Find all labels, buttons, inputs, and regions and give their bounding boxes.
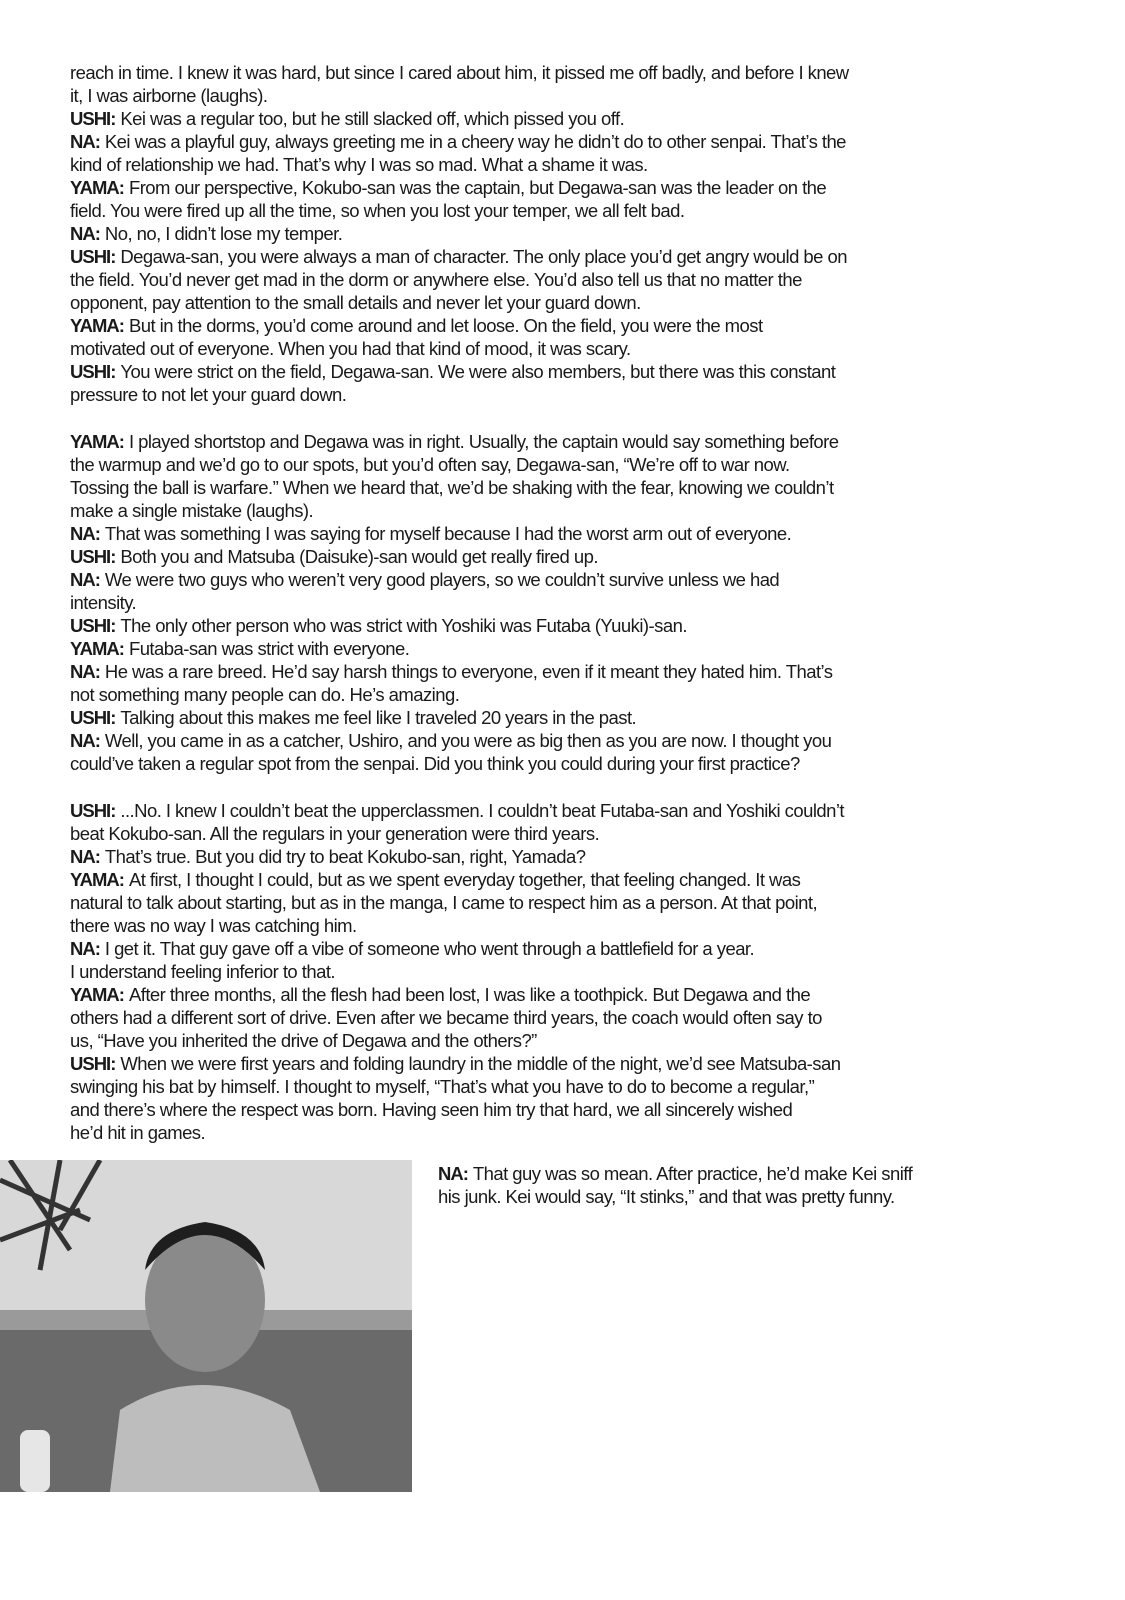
- text-line: [70, 706, 1050, 729]
- line-text: Well, you came in as a catcher, Ushiro, and you were as big then as you are now. I thought you: [104, 730, 832, 751]
- speaker-label: USHI:: [70, 108, 116, 129]
- line-text: make a single mistake (laughs).: [70, 500, 314, 521]
- text-line: [70, 84, 1050, 107]
- speaker-label: NA:: [70, 523, 100, 544]
- text-line: [70, 222, 1050, 245]
- line-text: But in the dorms, you’d come around and let loose. On the field, you were the most: [128, 315, 763, 336]
- line-text: I played shortstop and Degawa was in right. Usually, the captain would say something before: [128, 431, 839, 452]
- line-text: ...No. I knew I couldn’t beat the upperclassmen. I couldn’t beat Futaba-san and Yoshiki couldn’t: [120, 800, 845, 821]
- speaker-label: NA:: [70, 131, 100, 152]
- text-line: [70, 1075, 1050, 1098]
- speaker-label: USHI:: [70, 800, 116, 821]
- speaker-label: USHI:: [70, 1053, 116, 1074]
- text-line: [70, 383, 1050, 406]
- line-text: At first, I thought I could, but as we spent everyday together, that feeling changed. It was: [128, 869, 801, 890]
- text-line: [70, 891, 1050, 914]
- speaker-label: NA:: [70, 730, 100, 751]
- line-text: it, I was airborne (laughs).: [70, 85, 268, 106]
- text-line: [70, 937, 1050, 960]
- speaker-label: YAMA:: [70, 431, 124, 452]
- speaker-label: USHI:: [70, 615, 116, 636]
- text-line: [70, 591, 1050, 614]
- text-line: [70, 453, 1050, 476]
- text-line: [438, 1162, 1038, 1185]
- text-line: [70, 107, 1050, 130]
- line-text: From our perspective, Kokubo-san was the captain, but Degawa-san was the leader on the: [128, 177, 827, 198]
- text-line: [70, 545, 1050, 568]
- speaker-label: USHI:: [70, 361, 116, 382]
- line-text: his junk. Kei would say, “It stinks,” and that was pretty funny.: [438, 1186, 895, 1207]
- text-line: [438, 1185, 1038, 1208]
- text-line: [70, 499, 1050, 522]
- text-line: [70, 637, 1050, 660]
- interview-text: [70, 61, 1050, 1144]
- line-text: the warmup and we’d go to our spots, but you’d often say, Degawa-san, “We’re off to war now.: [70, 454, 790, 475]
- interview-photo: [0, 1160, 412, 1492]
- line-text: I get it. That guy gave off a vibe of someone who went through a battlefield for a year.: [104, 938, 755, 959]
- line-text: The only other person who was strict with Yoshiki was Futaba (Yuuki)-san.: [120, 615, 687, 636]
- text-line: [70, 568, 1050, 591]
- text-line: [70, 1121, 1050, 1144]
- speaker-label: NA:: [70, 223, 100, 244]
- text-line: [70, 291, 1050, 314]
- text-line: [70, 1006, 1050, 1029]
- speaker-label: NA:: [70, 846, 100, 867]
- line-text: natural to talk about starting, but as in the manga, I came to respect him as a person. At that point,: [70, 892, 818, 913]
- line-text: opponent, pay attention to the small details and never let your guard down.: [70, 292, 641, 313]
- text-line: [70, 983, 1050, 1006]
- text-line: [70, 868, 1050, 891]
- line-text: Kei was a playful guy, always greeting me in a cheery way he didn’t do to other senpai. That’s the: [104, 131, 846, 152]
- paragraph-gap: [70, 775, 1050, 799]
- text-line: [70, 845, 1050, 868]
- line-text: Kei was a regular too, but he still slacked off, which pissed you off.: [120, 108, 625, 129]
- speaker-label: YAMA:: [70, 177, 124, 198]
- line-text: motivated out of everyone. When you had that kind of mood, it was scary.: [70, 338, 631, 359]
- line-text: not something many people can do. He’s amazing.: [70, 684, 460, 705]
- paragraph-gap: [70, 406, 1050, 430]
- text-line: [70, 476, 1050, 499]
- line-text: reach in time. I knew it was hard, but since I cared about him, it pissed me off badly, and before I knew: [70, 62, 849, 83]
- line-text: After three months, all the flesh had been lost, I was like a toothpick. But Degawa and the: [128, 984, 811, 1005]
- text-line: [70, 522, 1050, 545]
- text-line: [70, 660, 1050, 683]
- line-text: and there’s where the respect was born. Having seen him try that hard, we all sincerely wished: [70, 1099, 793, 1120]
- line-text: kind of relationship we had. That’s why I was so mad. What a shame it was.: [70, 154, 648, 175]
- line-text: Futaba-san was strict with everyone.: [128, 638, 410, 659]
- text-line: [70, 1098, 1050, 1121]
- text-line: [70, 153, 1050, 176]
- line-text: pressure to not let your guard down.: [70, 384, 347, 405]
- line-text: the field. You’d never get mad in the dorm or anywhere else. You’d also tell us that no matter the: [70, 269, 802, 290]
- speaker-label: NA:: [438, 1163, 468, 1184]
- line-text: You were strict on the field, Degawa-san. We were also members, but there was this constant: [120, 361, 836, 382]
- text-line: [70, 130, 1050, 153]
- speaker-label: YAMA:: [70, 315, 124, 336]
- speaker-label: YAMA:: [70, 984, 124, 1005]
- text-line: [70, 614, 1050, 637]
- text-line: [70, 799, 1050, 822]
- text-line: [70, 960, 1050, 983]
- text-line: [70, 245, 1050, 268]
- speaker-label: USHI:: [70, 707, 116, 728]
- text-line: [70, 176, 1050, 199]
- speaker-label: NA:: [70, 569, 100, 590]
- speaker-label: YAMA:: [70, 869, 124, 890]
- line-text: us, “Have you inherited the drive of Degawa and the others?”: [70, 1030, 537, 1051]
- portrait-image: [0, 1160, 412, 1492]
- text-line: [70, 61, 1050, 84]
- text-line: [70, 914, 1050, 937]
- line-text: That’s true. But you did try to beat Kokubo-san, right, Yamada?: [104, 846, 586, 867]
- line-text: That was something I was saying for myself because I had the worst arm out of everyone.: [104, 523, 792, 544]
- text-line: [70, 360, 1050, 383]
- side-text: [438, 1162, 1038, 1208]
- line-text: Talking about this makes me feel like I traveled 20 years in the past.: [120, 707, 637, 728]
- text-line: [70, 430, 1050, 453]
- speaker-label: USHI:: [70, 546, 116, 567]
- text-line: [70, 1029, 1050, 1052]
- text-line: [70, 683, 1050, 706]
- speaker-label: NA:: [70, 938, 100, 959]
- text-line: [70, 752, 1050, 775]
- line-text: No, no, I didn’t lose my temper.: [104, 223, 343, 244]
- text-line: [70, 1052, 1050, 1075]
- text-line: [70, 199, 1050, 222]
- line-text: We were two guys who weren’t very good players, so we couldn’t survive unless we had: [104, 569, 780, 590]
- text-line: [70, 314, 1050, 337]
- line-text: swinging his bat by himself. I thought to myself, “That’s what you have to do to become a regular,”: [70, 1076, 815, 1097]
- text-line: [70, 268, 1050, 291]
- line-text: others had a different sort of drive. Even after we became third years, the coach would often say to: [70, 1007, 822, 1028]
- speaker-label: USHI:: [70, 246, 116, 267]
- line-text: there was no way I was catching him.: [70, 915, 357, 936]
- text-line: [70, 337, 1050, 360]
- line-text: When we were first years and folding laundry in the middle of the night, we’d see Matsuba-san: [120, 1053, 841, 1074]
- line-text: Both you and Matsuba (Daisuke)-san would get really fired up.: [120, 546, 598, 567]
- line-text: could’ve taken a regular spot from the senpai. Did you think you could during your first practice?: [70, 753, 800, 774]
- line-text: Tossing the ball is warfare.” When we heard that, we’d be shaking with the fear, knowing we couldn’t: [70, 477, 834, 498]
- speaker-label: YAMA:: [70, 638, 124, 659]
- line-text: field. You were fired up all the time, so when you lost your temper, we all felt bad.: [70, 200, 685, 221]
- line-text: He was a rare breed. He’d say harsh things to everyone, even if it meant they hated him. That’s: [104, 661, 833, 682]
- line-text: he’d hit in games.: [70, 1122, 206, 1143]
- text-line: [70, 822, 1050, 845]
- line-text: That guy was so mean. After practice, he’d make Kei sniff: [472, 1163, 913, 1184]
- speaker-label: NA:: [70, 661, 100, 682]
- line-text: intensity.: [70, 592, 137, 613]
- line-text: Degawa-san, you were always a man of character. The only place you’d get angry would be on: [120, 246, 847, 267]
- text-line: [70, 729, 1050, 752]
- line-text: I understand feeling inferior to that.: [70, 961, 336, 982]
- line-text: beat Kokubo-san. All the regulars in your generation were third years.: [70, 823, 600, 844]
